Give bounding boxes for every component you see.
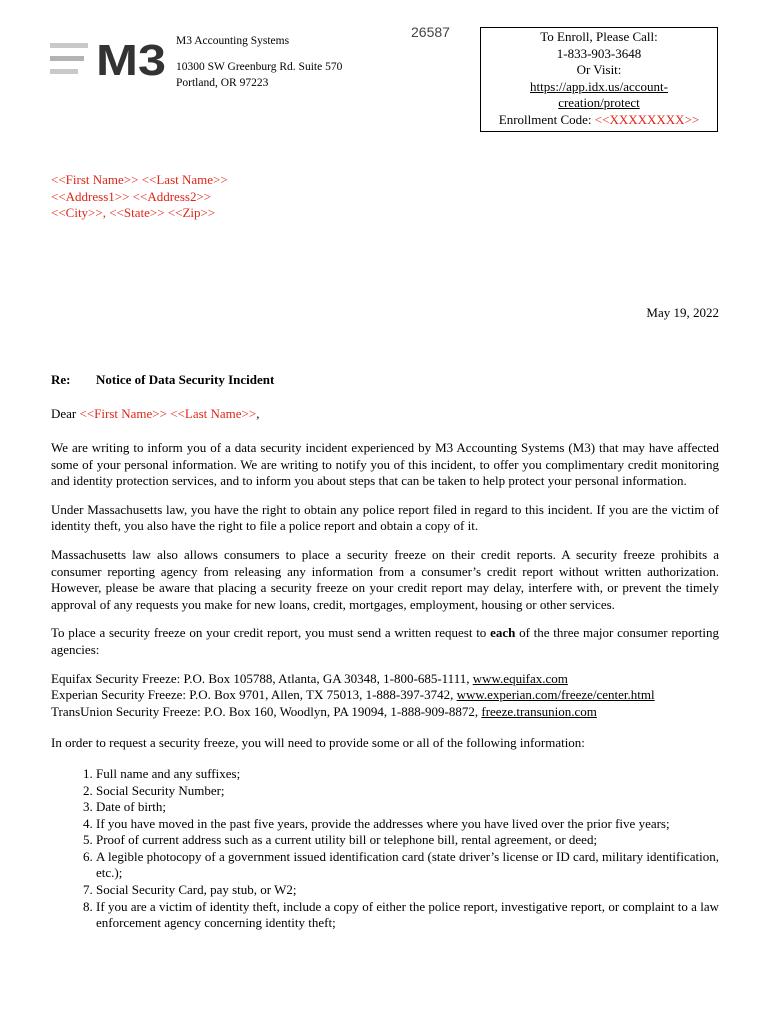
list-item: 4. If you have moved in the past five years, provide the addresses where you have lived over the prior five years; [96, 816, 719, 833]
list-item: 1. Full name and any suffixes; [96, 766, 719, 783]
enroll-or-visit: Or Visit: [576, 62, 622, 78]
freeze-request-text-a: To place a security freeze on your credit report, you must send a written request to [51, 625, 491, 641]
agency-link-transunion[interactable]: freeze.transunion.com [481, 703, 597, 719]
company-name: M3 Accounting Systems [176, 35, 290, 47]
list-item: 8. If you are a victim of identity theft, include a copy of either the police report, investigative report, or complaint to a law enforcement agency concerning identity theft; [96, 899, 719, 932]
freeze-request-text-b: of the three major consumer reporting agencies: [51, 625, 719, 657]
agency-equifax [51, 671, 719, 688]
requirements-list [51, 766, 719, 932]
enrollment-code-value: <<XXXXXXXX>> [594, 111, 700, 127]
company-city: Portland, OR 97223 [176, 77, 269, 89]
agency-text: Equifax Security Freeze: P.O. Box 105788, Atlanta, GA 30348, 1-800-685-1111, [51, 670, 473, 686]
paragraph-intro: We are writing to inform you of a data security incident experienced by M3 Accounting Systems (M3) that may have affected some of your personal information. We are writing to notify you of this incident, to offer you complimentary credit monitoring and identity protection services, and to inform you about steps that can be taken to help protect your personal information. [51, 440, 719, 489]
freeze-request-bold: each [490, 625, 516, 641]
re-subject: Notice of Data Security Incident [96, 372, 275, 387]
company-street: 10300 SW Greenburg Rd. Suite 570 [176, 61, 343, 73]
enroll-phone: 1-833-903-3648 [556, 45, 642, 61]
enroll-heading: To Enroll, Please Call: [540, 29, 658, 44]
enroll-link-part2[interactable]: creation/protect [558, 95, 640, 111]
paragraph-freeze-info: In order to request a security freeze, you will need to provide some or all of the following information: [51, 735, 585, 751]
logo-text: M3 [96, 38, 166, 80]
enrollment-code-label: Enrollment Code: [498, 111, 595, 127]
salutation-suffix: , [256, 406, 260, 421]
recipient-address [51, 172, 228, 222]
agency-list [51, 671, 719, 721]
list-item: 7. Social Security Card, pay stub, or W2; [96, 882, 719, 899]
recipient-city-state-zip: <<City>>, <<State>> <<Zip>> [51, 205, 216, 220]
recipient-address-line: <<Address1>> <<Address2>> [51, 188, 212, 204]
letter-date: May 19, 2022 [646, 305, 719, 320]
salutation [51, 406, 259, 422]
salutation-prefix: Dear [51, 406, 80, 421]
agency-text: TransUnion Security Freeze: P.O. Box 160, Woodlyn, PA 19094, 1-888-909-8872, [51, 703, 482, 719]
paragraph-security-freeze: Massachusetts law also allows consumers to place a security freeze on their credit reports. A security freeze prohibits a consumer reporting agency from releasing any information from a consumer’s credit report without written authorization. However, please be aware that placing a security freeze on your credit report may delay, interfere with, or prevent the timely approval of any requests you make for new loans, credit, mortgages, employment, housing or other services. [51, 546, 719, 612]
agency-experian [51, 687, 719, 704]
enroll-link-part1[interactable]: https://app.idx.us/account- [530, 78, 668, 94]
recipient-name: <<First Name>> <<Last Name>> [51, 172, 228, 187]
m3-logo [50, 38, 168, 80]
agency-text: Experian Security Freeze: P.O. Box 9701, Allen, TX 75013, 1-888-397-3742, [51, 687, 457, 703]
paragraph-freeze-request [51, 625, 719, 658]
company-address [176, 33, 342, 91]
salutation-name: <<First Name>> <<Last Name>> [79, 406, 257, 421]
re-line [51, 372, 275, 388]
agency-link-equifax[interactable]: www.equifax.com [472, 670, 568, 686]
list-item: 5. Proof of current address such as a current utility bill or telephone bill, rental agreement, or deed; [96, 832, 719, 849]
agency-link-experian[interactable]: www.experian.com/freeze/center.html [456, 687, 655, 703]
letter-body [51, 440, 719, 932]
agency-transunion [51, 704, 719, 721]
list-item: 2. Social Security Number; [96, 783, 719, 800]
enrollment-code-line [481, 112, 717, 129]
list-item: 6. A legible photocopy of a government issued identification card (state driver’s license or ID card, military identification, etc.); [96, 849, 719, 882]
document-number: 26587 [411, 24, 450, 40]
re-label: Re: [51, 372, 71, 387]
list-item: 3. Date of birth; [96, 799, 719, 816]
enrollment-box [480, 27, 718, 132]
paragraph-police-report: Under Massachusetts law, you have the right to obtain any police report filed in regard to this incident. If you are the victim of identity theft, you also have the right to file a police report and obtain a copy of it. [51, 501, 719, 534]
